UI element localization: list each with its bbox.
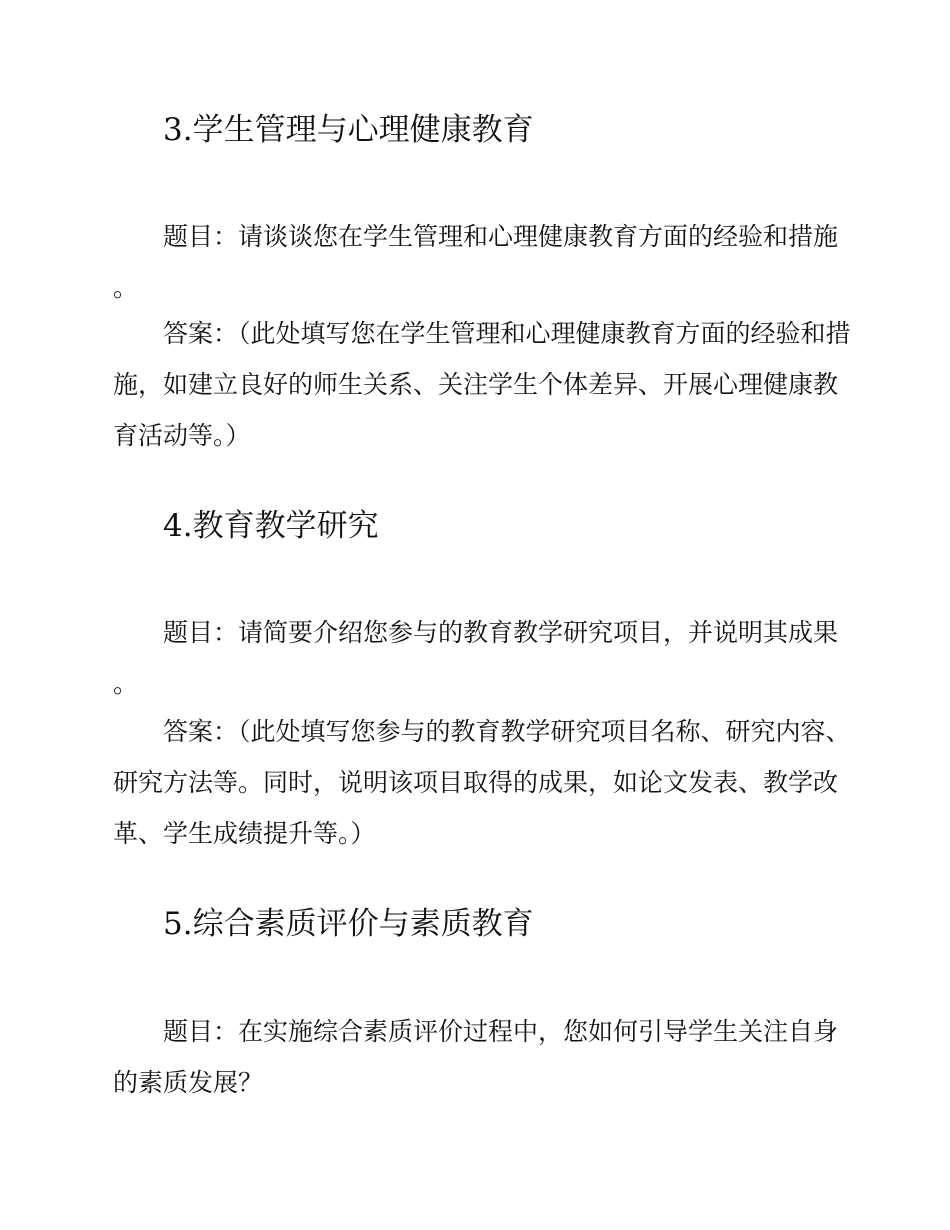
- section-heading-4: 4.教育教学研究: [163, 508, 379, 544]
- question-paragraph-4: 题目：请简要介绍您参与的教育教学研究项目，并说明其成果。: [113, 618, 839, 698]
- question-paragraph-3: 题目：请谈谈您在学生管理和心理健康教育方面的经验和措施。: [113, 222, 839, 302]
- section-heading-3: 3.学生管理与心理健康教育: [163, 112, 534, 148]
- answer-paragraph-3: 答案：（此处填写您在学生管理和心理健康教育方面的经验和措施，如建立良好的师生关系、关注学生个体差异、开展心理健康教育活动等。）: [113, 319, 851, 450]
- answer-paragraph-4: 答案：（此处填写您参与的教育教学研究项目名称、研究内容、研究方法等。同时，说明该项目取得的成果，如论文发表、教学改革、学生成绩提升等。）: [113, 717, 851, 848]
- question-paragraph-5: 题目：在实施综合素质评价过程中，您如何引导学生关注自身的素质发展？: [113, 1017, 839, 1097]
- section-heading-5: 5.综合素质评价与素质教育: [163, 906, 534, 942]
